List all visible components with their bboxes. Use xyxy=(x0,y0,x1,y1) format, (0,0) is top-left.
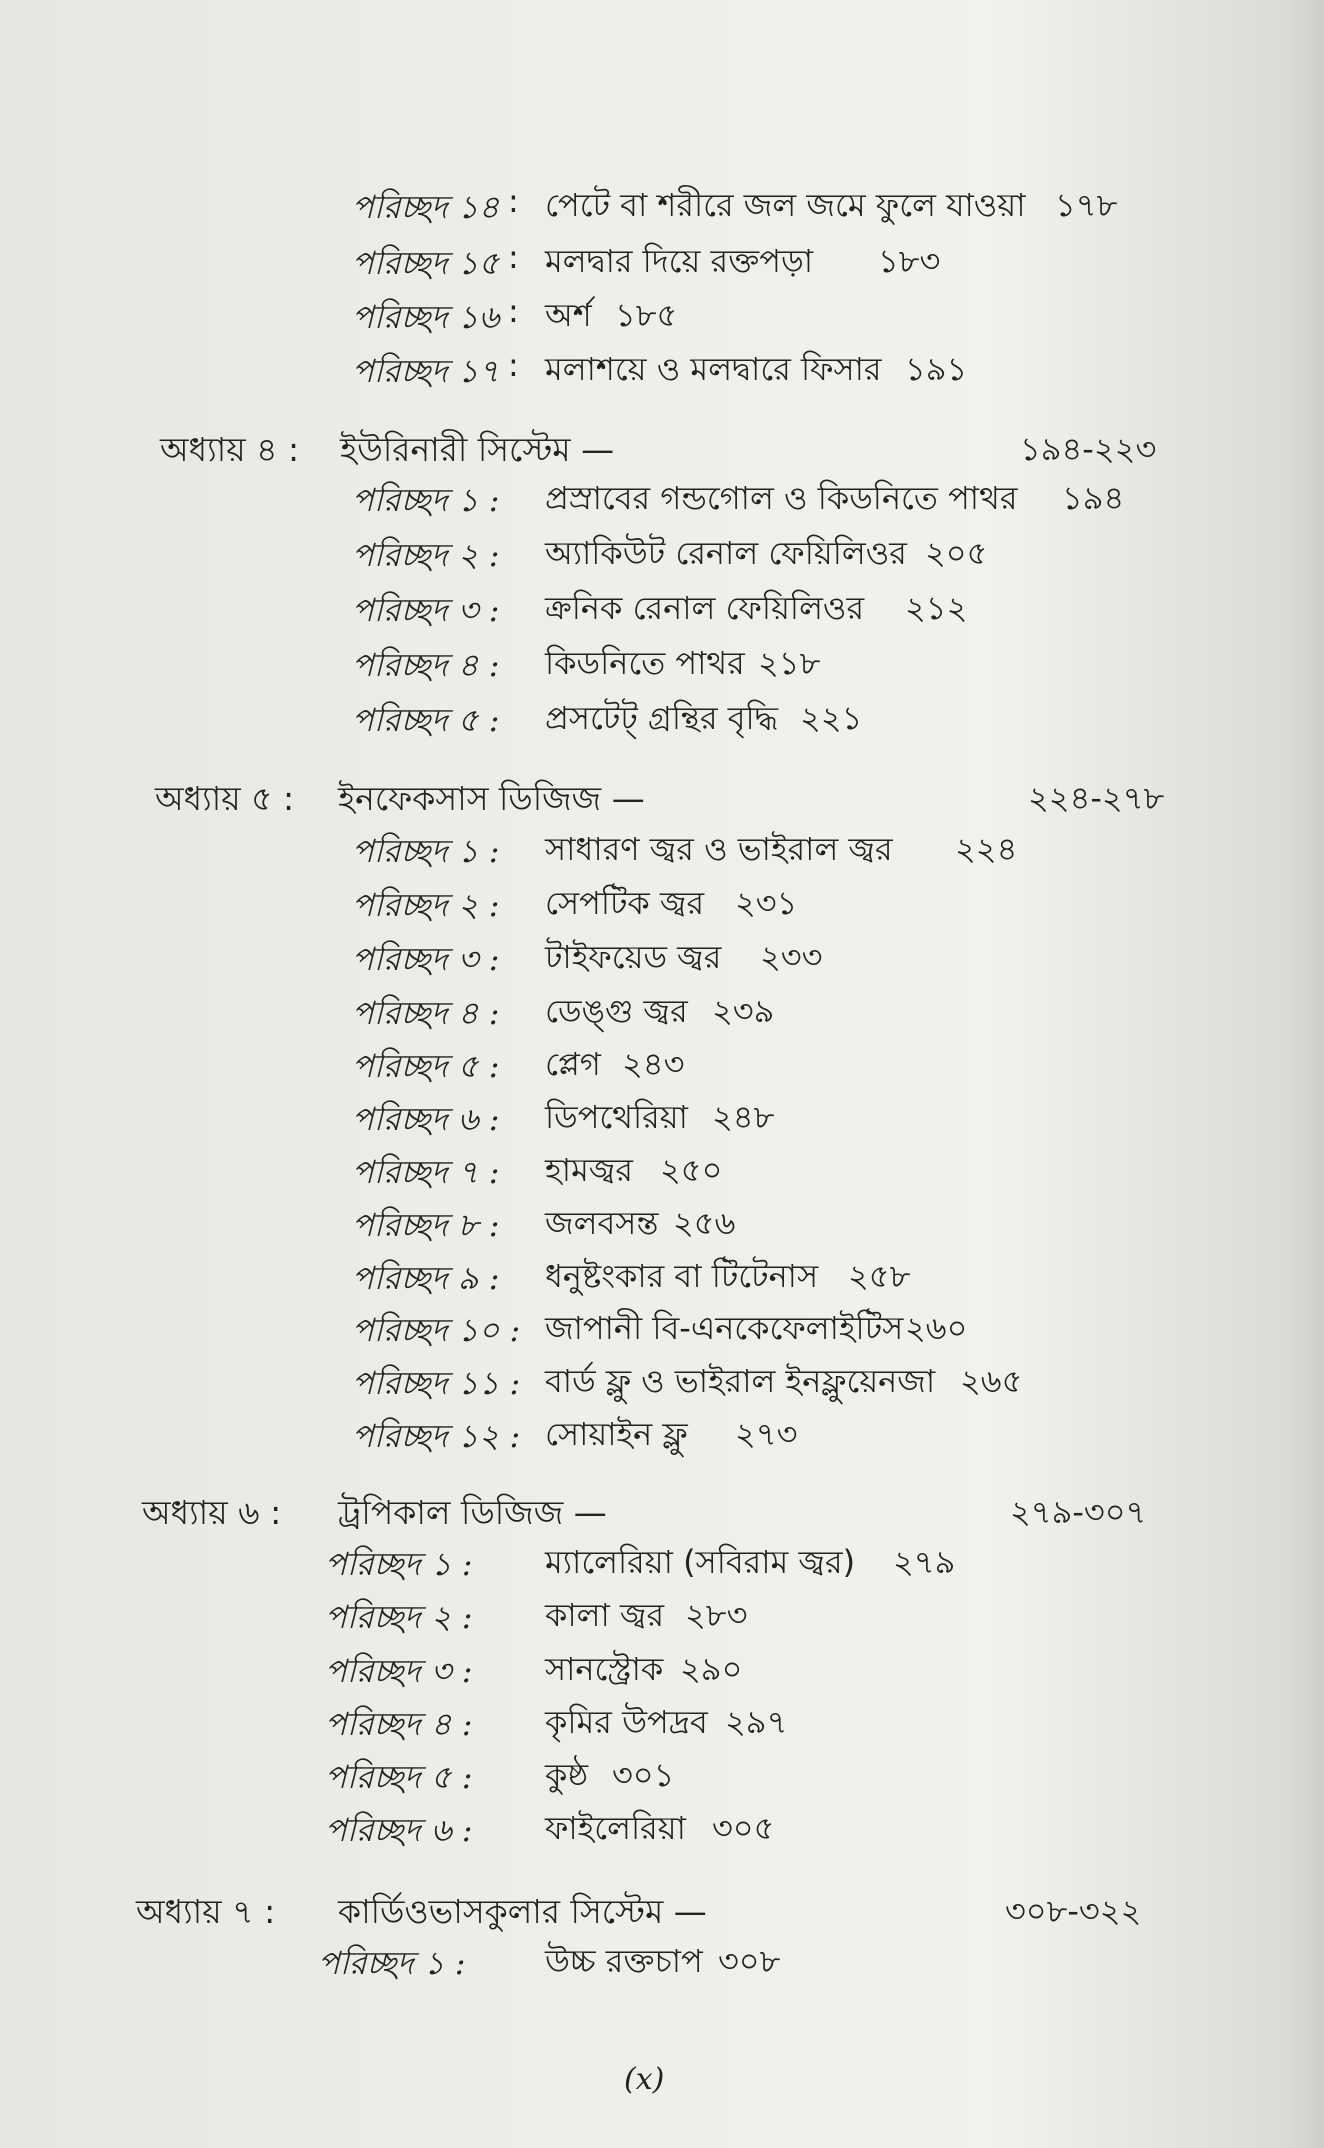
entry-page: ১৮৫ xyxy=(615,296,678,334)
entry-page: ২৫০ xyxy=(660,1151,723,1189)
entry-label: পরিচ্ছদ ৫ : xyxy=(352,701,500,739)
entry-title: সানস্ট্রোক xyxy=(545,1650,664,1688)
entry-label: পরিচ্ছদ ৩ : xyxy=(352,591,500,629)
entry-page: ৩০৫ xyxy=(712,1809,775,1847)
chapter-title: কার্ডিওভাসকুলার সিস্টেম — xyxy=(338,1892,707,1931)
entry-label: পরিচ্ছদ ৫ : xyxy=(325,1758,473,1796)
entry-title: সোয়াইন ফ্লু xyxy=(545,1415,688,1453)
entry-title: মলদ্বার দিয়ে রক্তপড়া xyxy=(545,242,814,280)
chapter-title: ইনফেকসাস ডিজিজ — xyxy=(338,779,645,818)
entry-label: পরিচ্ছদ ৯ : xyxy=(352,1259,500,1297)
entry-label: পরিচ্ছদ ২ : xyxy=(352,536,500,574)
entry-page: ২১২ xyxy=(905,589,968,627)
entry-label: পরিচ্ছদ ৭ : xyxy=(352,1153,500,1191)
chapter-label: অধ্যায় ৭ : xyxy=(136,1892,276,1931)
entry-page: ১৭৮ xyxy=(1055,186,1118,224)
entry-title: কালা জ্বর xyxy=(545,1596,665,1634)
entry-page: ৩০১ xyxy=(612,1756,675,1794)
entry-page: ২৯৭ xyxy=(725,1703,788,1741)
entry-title: কিডনিতে পাথর xyxy=(545,644,745,682)
entry-label: পরিচ্ছদ ১১ : xyxy=(352,1364,521,1402)
entry-page: ২৩৩ xyxy=(760,938,823,976)
entry-label: পরিচ্ছদ ৮ : xyxy=(352,1206,500,1244)
chapter-title: ট্রপিকাল ডিজিজ — xyxy=(338,1493,607,1532)
entry-page: ২৬০ xyxy=(905,1309,968,1347)
page-number: (x) xyxy=(624,2062,665,2097)
chapter-title: ইউরিনারী সিস্টেম — xyxy=(340,430,615,469)
entry-title: ফাইলেরিয়া xyxy=(545,1809,686,1847)
entry-page: ২৯০ xyxy=(680,1650,743,1688)
entry-title: সেপটিক জ্বর xyxy=(545,884,705,922)
entry-page: ২৮৩ xyxy=(685,1596,748,1634)
entry-page: ২৩১ xyxy=(735,884,798,922)
entry-title: সাধারণ জ্বর ও ভাইরাল জ্বর xyxy=(545,830,893,868)
entry-title: উচ্চ রক্তচাপ xyxy=(545,1942,703,1980)
entry-label: পরিচ্ছদ ১৪ xyxy=(352,188,500,226)
entry-label: পরিচ্ছদ ২ : xyxy=(352,886,500,924)
entry-page: ২২১ xyxy=(800,699,863,737)
entry-label: পরিচ্ছদ ১ : xyxy=(318,1944,466,1982)
entry-colon: : xyxy=(508,346,519,384)
entry-label: পরিচ্ছদ ৬ : xyxy=(325,1811,473,1849)
entry-page: ১৯১ xyxy=(905,350,968,388)
entry-title: ধনুষ্টংকার বা টিটেনাস xyxy=(545,1257,819,1295)
entry-label: পরিচ্ছদ ১৫ xyxy=(352,244,500,282)
entry-page: ১৯৪ xyxy=(1062,479,1125,517)
entry-label: পরিচ্ছদ ৬ : xyxy=(352,1100,500,1138)
entry-page: ২৪৩ xyxy=(622,1045,685,1083)
chapter-page-range: ১৯৪-২২৩ xyxy=(1020,430,1157,468)
entry-label: পরিচ্ছদ ২ : xyxy=(325,1598,473,1636)
entry-title: অ্যাকিউট রেনাল ফেয়িলিওর xyxy=(545,534,907,572)
entry-label: পরিচ্ছদ ৫ : xyxy=(352,1047,500,1085)
entry-title: হামজ্বর xyxy=(545,1151,634,1189)
entry-label: পরিচ্ছদ ১৬ xyxy=(352,298,500,336)
entry-label: পরিচ্ছদ ১ : xyxy=(352,832,500,870)
entry-title: কৃমির উপদ্রব xyxy=(545,1703,708,1741)
entry-label: পরিচ্ছদ ৪ : xyxy=(352,994,500,1032)
entry-page: ২৬৫ xyxy=(960,1362,1023,1400)
entry-colon: : xyxy=(508,238,519,276)
entry-title: মলাশয়ে ও মলদ্বারে ফিসার xyxy=(545,350,882,388)
entry-title: বার্ড ফ্লু ও ভাইরাল ইনফ্লুয়েনজা xyxy=(545,1362,936,1400)
entry-label: পরিচ্ছদ ৩ : xyxy=(325,1652,473,1690)
chapter-page-range: ২৭৯-৩০৭ xyxy=(1010,1493,1147,1531)
entry-label: পরিচ্ছদ ৩ : xyxy=(352,940,500,978)
entry-title: টাইফয়েড জ্বর xyxy=(545,938,722,976)
entry-title: প্রসটেট্ গ্রন্থির বৃদ্ধি xyxy=(545,699,779,737)
entry-page: ১৮৩ xyxy=(878,242,941,280)
entry-colon: : xyxy=(508,292,519,330)
entry-label: পরিচ্ছদ ১৭ xyxy=(352,352,500,390)
entry-label: পরিচ্ছদ ৪ : xyxy=(352,646,500,684)
entry-page: ২০৫ xyxy=(925,534,988,572)
entry-title: ম্যালেরিয়া (সবিরাম জ্বর) xyxy=(545,1543,856,1581)
entry-page: ২৫৬ xyxy=(673,1204,736,1242)
entry-page: ২৫৮ xyxy=(848,1257,911,1295)
entry-title: অর্শ xyxy=(545,296,592,334)
entry-title: জলবসন্ত xyxy=(545,1204,659,1242)
entry-title: ক্রনিক রেনাল ফেয়িলিওর xyxy=(545,589,865,627)
entry-page: ২২৪ xyxy=(955,830,1018,868)
entry-label: পরিচ্ছদ ১০ : xyxy=(352,1311,521,1349)
chapter-page-range: ২২৪-২৭৮ xyxy=(1028,779,1165,817)
entry-title: প্রস্রাবের গন্ডগোল ও কিডনিতে পাথর xyxy=(545,479,1018,517)
entry-title: প্লেগ xyxy=(545,1045,601,1083)
chapter-label: অধ্যায় ৪ : xyxy=(160,430,300,469)
entry-page: ২৪৮ xyxy=(712,1098,775,1136)
entry-label: পরিচ্ছদ ১২ : xyxy=(352,1417,521,1455)
entry-colon: : xyxy=(508,182,519,220)
entry-title: জাপানী বি-এনকেফেলাইটিস xyxy=(545,1309,904,1347)
entry-label: পরিচ্ছদ ৪ : xyxy=(325,1705,473,1743)
entry-title: ডেঙ্গু জ্বর xyxy=(545,992,688,1030)
entry-title: পেটে বা শরীরে জল জমে ফুলে যাওয়া xyxy=(545,186,1026,224)
chapter-label: অধ্যায় ৬ : xyxy=(142,1493,282,1532)
entry-page: ৩০৮ xyxy=(718,1942,781,1980)
entry-title: ডিপথেরিয়া xyxy=(545,1098,688,1136)
entry-page: ২৭৩ xyxy=(735,1415,798,1453)
entry-page: ২১৮ xyxy=(758,644,821,682)
entry-label: পরিচ্ছদ ১ : xyxy=(325,1545,473,1583)
entry-page: ২৩৯ xyxy=(712,992,775,1030)
chapter-page-range: ৩০৮-৩২২ xyxy=(1005,1892,1142,1930)
entry-label: পরিচ্ছদ ১ : xyxy=(352,481,500,519)
entry-title: কুষ্ঠ xyxy=(545,1756,589,1794)
entry-page: ২৭৯ xyxy=(893,1543,956,1581)
chapter-label: অধ্যায় ৫ : xyxy=(155,779,295,818)
